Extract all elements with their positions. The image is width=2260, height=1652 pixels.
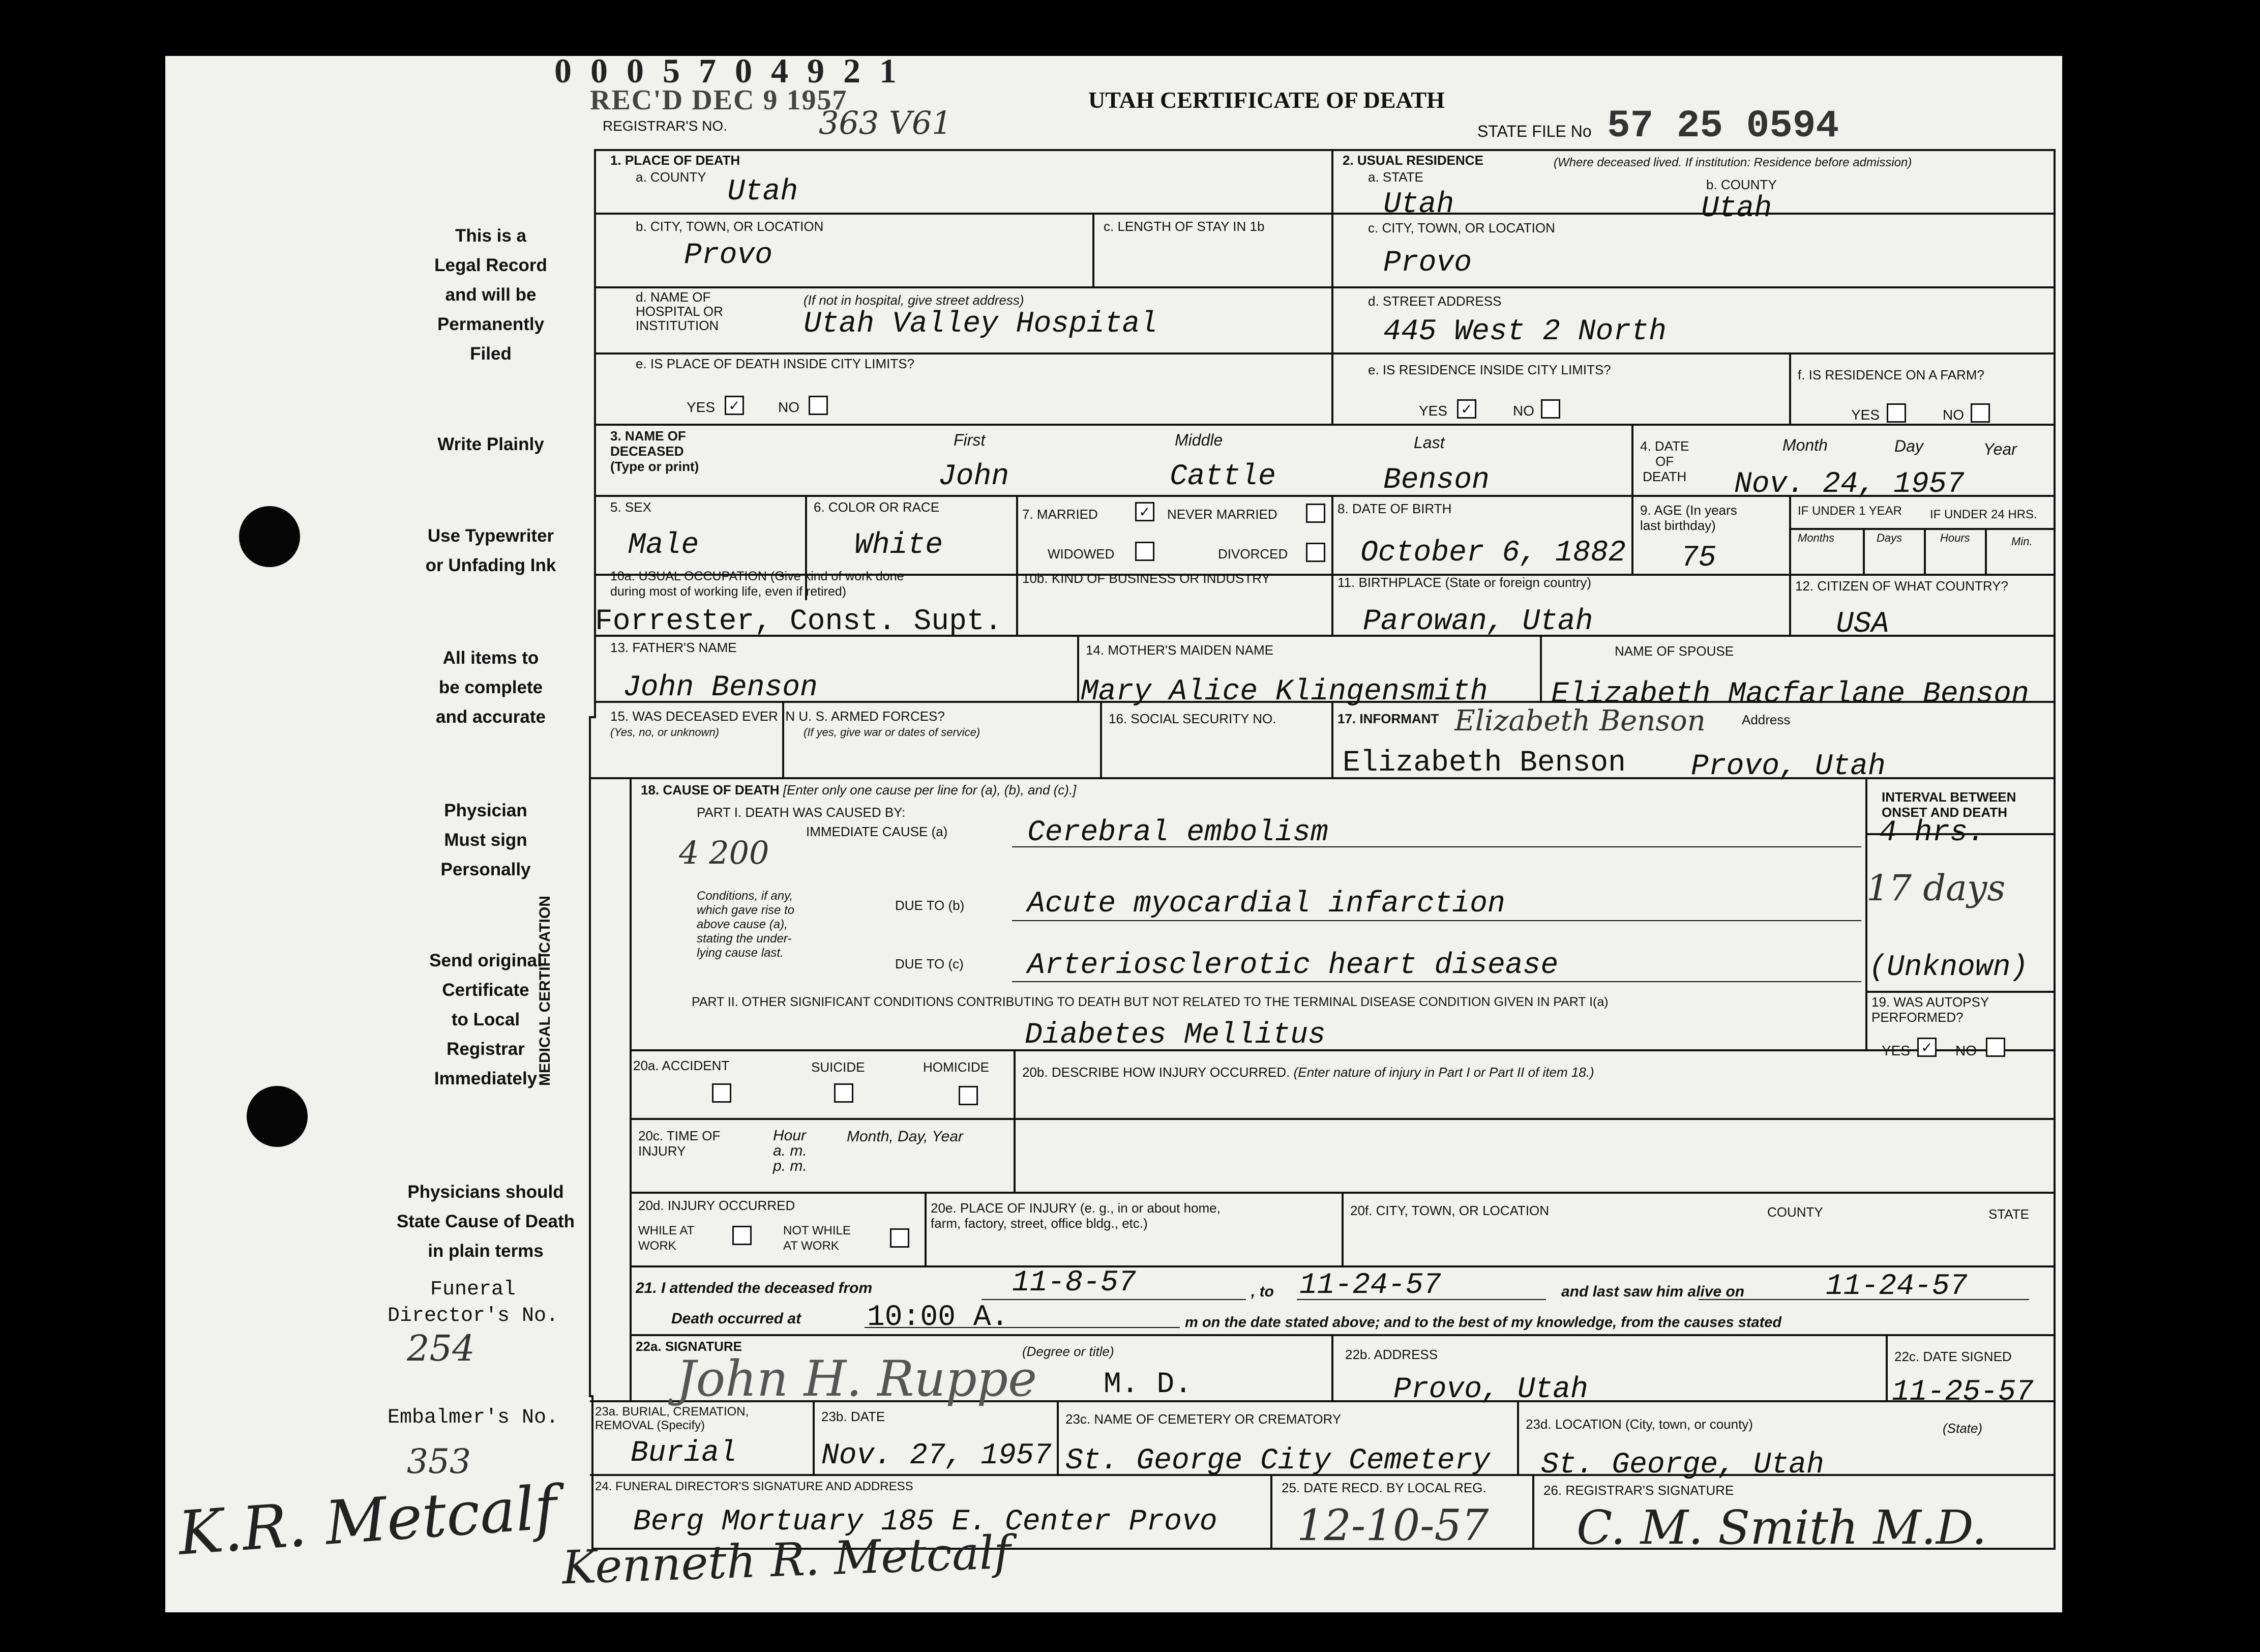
funeral-director-number: 254: [407, 1328, 475, 1369]
middle-name-label: Middle: [1175, 431, 1223, 449]
immediate-cause-value: Cerebral embolism: [1027, 816, 1328, 849]
while-at-work-label: WHILE AT WORK: [638, 1224, 695, 1253]
registrar-signature-label: 26. REGISTRAR'S SIGNATURE: [1543, 1483, 1734, 1498]
part-two-value: Diabetes Mellitus: [1025, 1019, 1326, 1052]
burial-date-value: Nov. 27, 1957: [821, 1439, 1052, 1472]
residence-county-value: Utah: [1701, 192, 1772, 225]
informant-label: 17. INFORMANT: [1337, 711, 1439, 726]
state-file-number: 57 25 0594: [1607, 104, 1839, 148]
accident-checkbox[interactable]: [712, 1083, 731, 1103]
legal-record-note: This is a Legal Record and will be Permanently Filed: [434, 226, 547, 364]
residence-city-label: c. CITY, TOWN, OR LOCATION: [1368, 220, 1555, 235]
interval-c-value: (Unknown): [1869, 951, 2029, 984]
death-inside-city-label: e. IS PLACE OF DEATH INSIDE CITY LIMITS?: [636, 356, 915, 371]
state-file-label: STATE FILE No: [1477, 122, 1592, 140]
residence-inside-yes-checkbox[interactable]: ✓: [1457, 399, 1476, 419]
homicide-checkbox[interactable]: [959, 1086, 978, 1105]
death-city-label: b. CITY, TOWN, OR LOCATION: [636, 219, 824, 234]
part-two-label: PART II. OTHER SIGNIFICANT CONDITIONS CONTRIBUTING TO DEATH BUT NOT RELATED TO THE TERMINAL DISEASE CONDITION GIVEN IN PART I(a): [692, 995, 1609, 1009]
typewriter-note: Use Typewriter or Unfading Ink: [425, 526, 556, 575]
funeral-director-label: Funeral Director's No.: [387, 1278, 559, 1328]
occupation-value: Forrester, Const. Supt.: [595, 605, 1002, 638]
write-plainly-note: Write Plainly: [437, 434, 544, 454]
armed-forces-label: 15. WAS DECEASED EVER IN U. S. ARMED FORCES?: [610, 709, 945, 724]
residence-city-value: Provo: [1383, 247, 1472, 280]
received-stamp: REC'D DEC 9 1957: [590, 84, 848, 116]
farm-no-checkbox[interactable]: [1971, 403, 1990, 423]
date-of-death-value: Nov. 24, 1957: [1734, 468, 1965, 501]
date-signed-value: 11-25-57: [1892, 1376, 2034, 1409]
registrar-signature: C. M. Smith M.D.: [1577, 1500, 1987, 1555]
spouse-value: Elizabeth Macfarlane Benson: [1551, 678, 2029, 711]
residence-label: 2. USUAL RESIDENCE: [1343, 153, 1483, 168]
time-of-injury-label: 20c. TIME OF INJURY: [638, 1128, 721, 1159]
funeral-director-signature-label: 24. FUNERAL DIRECTOR'S SIGNATURE AND ADDRESS: [595, 1480, 913, 1493]
injury-county-label: COUNTY: [1767, 1204, 1823, 1220]
spouse-label: NAME OF SPOUSE: [1615, 643, 1734, 659]
injury-state-label: STATE: [1988, 1206, 2029, 1222]
informant-name-value: Elizabeth Benson: [1343, 747, 1626, 780]
widowed-checkbox[interactable]: [1135, 542, 1154, 561]
funeral-director-signature: Kenneth R. Metcalf: [561, 1525, 1012, 1595]
citizen-label: 12. CITIZEN OF WHAT COUNTRY?: [1795, 578, 2008, 594]
year-label: Year: [1983, 440, 2017, 458]
accident-label: 20a. ACCIDENT: [633, 1058, 730, 1073]
residence-inside-yes-label: YES: [1419, 403, 1448, 419]
suicide-checkbox[interactable]: [834, 1083, 853, 1103]
middle-name-value: Cattle: [1170, 460, 1276, 493]
due-to-b-label: DUE TO (b): [895, 898, 965, 913]
last-saw-value: 11-24-57: [1826, 1270, 1968, 1303]
street-address-label: d. STREET ADDRESS: [1368, 293, 1502, 309]
last-name-value: Benson: [1383, 464, 1490, 497]
hospital-value: Utah Valley Hospital: [804, 308, 1158, 341]
death-occurred-suffix: m on the date stated above; and to the best of my knowledge, from the causes stated: [1185, 1314, 1782, 1331]
death-inside-yes-label: YES: [687, 399, 716, 415]
farm-yes-label: YES: [1851, 407, 1880, 423]
first-name-value: John: [938, 460, 1009, 493]
sex-value: Male: [628, 529, 699, 562]
age-label: 9. AGE (In years last birthday): [1640, 503, 1737, 533]
due-to-c-value: Arteriosclerotic heart disease: [1027, 949, 1559, 982]
classification-code: 4 200: [679, 834, 769, 871]
homicide-label: HOMICIDE: [923, 1059, 989, 1075]
race-label: 6. COLOR OR RACE: [814, 499, 940, 515]
father-value: John Benson: [623, 671, 818, 704]
attended-from-value: 11-8-57: [1012, 1266, 1136, 1300]
divorced-label: DIVORCED: [1218, 546, 1288, 562]
citizen-value: USA: [1836, 608, 1889, 641]
page-title: UTAH CERTIFICATE OF DEATH: [1088, 87, 1445, 113]
informant-address-label: Address: [1742, 712, 1791, 727]
date-of-birth-value: October 6, 1882: [1360, 537, 1626, 570]
father-label: 13. FATHER'S NAME: [610, 640, 737, 655]
medical-certification-label: MEDICAL CERTIFICATION: [537, 896, 553, 1086]
injury-description-label: 20b. DESCRIBE HOW INJURY OCCURRED. (Enter nature of injury in Part I or Part II of item 18.): [1022, 1065, 1594, 1080]
business-label: 10b. KIND OF BUSINESS OR INDUSTRY: [1022, 571, 1270, 586]
place-of-death-label: 1. PLACE OF DEATH: [610, 153, 740, 168]
residence-inside-no-checkbox[interactable]: [1541, 399, 1560, 419]
mother-label: 14. MOTHER'S MAIDEN NAME: [1086, 642, 1274, 658]
first-name-label: First: [954, 431, 986, 449]
autopsy-label: 19. WAS AUTOPSY PERFORMED?: [1871, 994, 1989, 1025]
length-of-stay-label: c. LENGTH OF STAY IN 1b: [1104, 219, 1265, 234]
conditions-label: Conditions, if any, which gave rise to above cause (a), stating the under- lying cause last.: [697, 889, 795, 960]
last-name-label: Last: [1414, 433, 1445, 452]
death-inside-no-label: NO: [778, 399, 799, 415]
injury-occurred-label: 20d. INJURY OCCURRED: [638, 1198, 795, 1213]
autopsy-yes-checkbox[interactable]: ✓: [1917, 1038, 1937, 1057]
residence-inside-no-label: NO: [1513, 403, 1534, 419]
cemetery-label: 23c. NAME OF CEMETERY OR CREMATORY: [1065, 1411, 1342, 1427]
embalmer-signature: K.R. Metcalf: [176, 1472, 559, 1569]
under-one-year-label: IF UNDER 1 YEAR: [1798, 504, 1902, 518]
burial-date-label: 23b. DATE: [821, 1409, 885, 1424]
informant-signature: Elizabeth Benson: [1454, 704, 1706, 738]
death-occurred-at-value: 10:00 A.: [867, 1301, 1009, 1334]
date-received-label: 25. DATE RECD. BY LOCAL REG.: [1282, 1480, 1486, 1495]
residence-state-value: Utah: [1383, 188, 1454, 221]
physician-sign-note: Physician Must sign Personally: [440, 801, 531, 879]
sex-label: 5. SEX: [610, 499, 651, 515]
physician-signature: John H. Ruppe: [676, 1350, 1037, 1407]
armed-hint-b: (If yes, give war or dates of service): [804, 726, 980, 739]
hospital-label: d. NAME OF HOSPITAL OR INSTITUTION: [636, 289, 723, 333]
while-at-work-checkbox[interactable]: [732, 1226, 752, 1245]
attended-to-label: , to: [1251, 1283, 1274, 1300]
death-county-label: a. COUNTY: [636, 169, 706, 185]
armed-hint-a: (Yes, no, or unknown): [610, 726, 720, 739]
day-label: Day: [1894, 437, 1923, 455]
hours-label: Hours: [1940, 532, 1970, 544]
signature-label: 22a. SIGNATURE: [636, 1339, 742, 1354]
residence-farm-label: f. IS RESIDENCE ON A FARM?: [1798, 367, 1984, 382]
funeral-director-address-value: Berg Mortuary 185 E. Center Provo: [633, 1506, 1217, 1539]
burial-location-value: St. George, Utah: [1541, 1449, 1824, 1482]
suicide-label: SUICIDE: [811, 1059, 865, 1075]
due-to-c-label: DUE TO (c): [895, 956, 964, 971]
not-while-at-work-label: NOT WHILE AT WORK: [783, 1224, 851, 1253]
death-city-value: Provo: [684, 239, 773, 272]
place-of-injury-label: 20e. PLACE OF INJURY (e. g., in or about home, farm, factory, street, office bldg., etc.): [931, 1200, 1221, 1231]
mother-value: Mary Alice Klingensmith: [1081, 675, 1488, 709]
autopsy-yes-label: YES: [1882, 1043, 1911, 1058]
death-occurred-at-label: Death occurred at: [671, 1310, 801, 1327]
never-married-label: NEVER MARRIED: [1167, 507, 1277, 522]
married-label: 7. MARRIED: [1022, 507, 1098, 522]
widowed-label: WIDOWED: [1048, 546, 1115, 562]
registrar-no-label: REGISTRAR'S NO.: [603, 118, 727, 134]
burial-state-label: (State): [1943, 1421, 1983, 1436]
not-while-at-work-checkbox[interactable]: [890, 1228, 909, 1248]
autopsy-no-checkbox[interactable]: [1986, 1038, 2005, 1057]
punch-hole-top: [239, 506, 300, 567]
residence-county-label: b. COUNTY: [1706, 177, 1777, 192]
never-married-checkbox[interactable]: [1306, 504, 1325, 523]
month-label: Month: [1782, 436, 1828, 454]
residence-state-label: a. STATE: [1368, 169, 1423, 185]
interval-label: INTERVAL BETWEEN ONSET AND DEATH: [1882, 789, 2016, 820]
autopsy-no-label: NO: [1955, 1043, 1977, 1058]
embalmer-label: Embalmer's No.: [387, 1406, 559, 1429]
hospital-hint: (If not in hospital, give street address): [804, 292, 1024, 308]
send-original-note: Send original Certificate to Local Registrar Immediately: [429, 951, 542, 1088]
divorced-checkbox[interactable]: [1306, 543, 1325, 562]
physicians-state-note: Physicians should State Cause of Death in plain terms: [396, 1182, 575, 1261]
death-inside-no-checkbox[interactable]: [809, 396, 828, 415]
street-address-value: 445 West 2 North: [1383, 315, 1667, 348]
month-day-year-label: Month, Day, Year: [847, 1128, 964, 1145]
interval-a-value: 4 hrs.: [1879, 816, 1985, 849]
age-value: 75: [1681, 542, 1716, 575]
married-checkbox[interactable]: ✓: [1135, 502, 1154, 521]
farm-no-label: NO: [1943, 407, 1964, 423]
race-value: White: [854, 529, 943, 562]
interval-b-value: 17 days: [1866, 867, 2006, 909]
physician-address-value: Provo, Utah: [1393, 1373, 1588, 1406]
immediate-cause-label: IMMEDIATE CAUSE (a): [806, 824, 948, 839]
attended-label: 21. I attended the deceased from: [636, 1280, 873, 1296]
archive-number: 0 0 0 5 7 0 4 9 2 1: [554, 51, 902, 90]
birthplace-label: 11. BIRTHPLACE (State or foreign country): [1337, 575, 1592, 590]
ssn-label: 16. SOCIAL SECURITY NO.: [1109, 711, 1276, 726]
date-of-birth-label: 8. DATE OF BIRTH: [1337, 501, 1452, 516]
under-24-hours-label: IF UNDER 24 HRS.: [1930, 508, 2037, 521]
part-one-label: PART I. DEATH WAS CAUSED BY:: [697, 805, 906, 820]
degree-label: (Degree or title): [1022, 1344, 1114, 1359]
all-items-note: All items to be complete and accurate: [436, 648, 546, 727]
physician-degree-value: M. D.: [1104, 1368, 1193, 1401]
residence-hint: (Where deceased lived. If institution: Residence before admission): [1554, 156, 1912, 169]
occupation-label: 10a. USUAL OCCUPATION (Give kind of work done during most of working life, even if retired): [610, 569, 904, 599]
birthplace-value: Parowan, Utah: [1363, 605, 1593, 638]
embalmer-number: 353: [407, 1442, 471, 1481]
months-label: Months: [1798, 532, 1835, 544]
date-of-death-label: 4. DATE OF DEATH: [1640, 438, 1689, 484]
cause-of-death-label: 18. CAUSE OF DEATH [Enter only one cause per line for (a), (b), and (c).]: [641, 782, 1077, 798]
injury-city-label: 20f. CITY, TOWN, OR LOCATION: [1350, 1203, 1550, 1218]
death-county-value: Utah: [727, 175, 798, 209]
physician-address-label: 22b. ADDRESS: [1345, 1347, 1438, 1362]
punch-hole-bottom: [247, 1086, 308, 1147]
residence-inside-city-label: e. IS RESIDENCE INSIDE CITY LIMITS?: [1368, 362, 1611, 377]
due-to-b-value: Acute myocardial infarction: [1027, 888, 1505, 921]
death-inside-yes-checkbox[interactable]: ✓: [725, 396, 744, 415]
date-received-value: 12-10-57: [1297, 1500, 1489, 1550]
cemetery-value: St. George City Cemetery: [1065, 1444, 1491, 1478]
date-signed-label: 22c. DATE SIGNED: [1894, 1349, 2012, 1364]
informant-address-value: Provo, Utah: [1691, 750, 1886, 783]
burial-location-label: 23d. LOCATION (City, town, or county): [1526, 1417, 1753, 1432]
attended-to-value: 11-24-57: [1299, 1269, 1441, 1302]
farm-yes-checkbox[interactable]: [1887, 403, 1906, 423]
minutes-label: Min.: [2011, 535, 2033, 548]
days-label: Days: [1877, 532, 1902, 544]
last-saw-label: and last saw him alive on: [1561, 1283, 1745, 1300]
hour-label: Hour a. m. p. m.: [773, 1127, 807, 1174]
disposition-label: 23a. BURIAL, CREMATION, REMOVAL (Specify): [595, 1405, 749, 1432]
deceased-name-label: 3. NAME OF DECEASED (Type or print): [610, 428, 699, 474]
disposition-value: Burial: [631, 1437, 737, 1470]
registrar-no: 363 V61: [819, 104, 952, 141]
